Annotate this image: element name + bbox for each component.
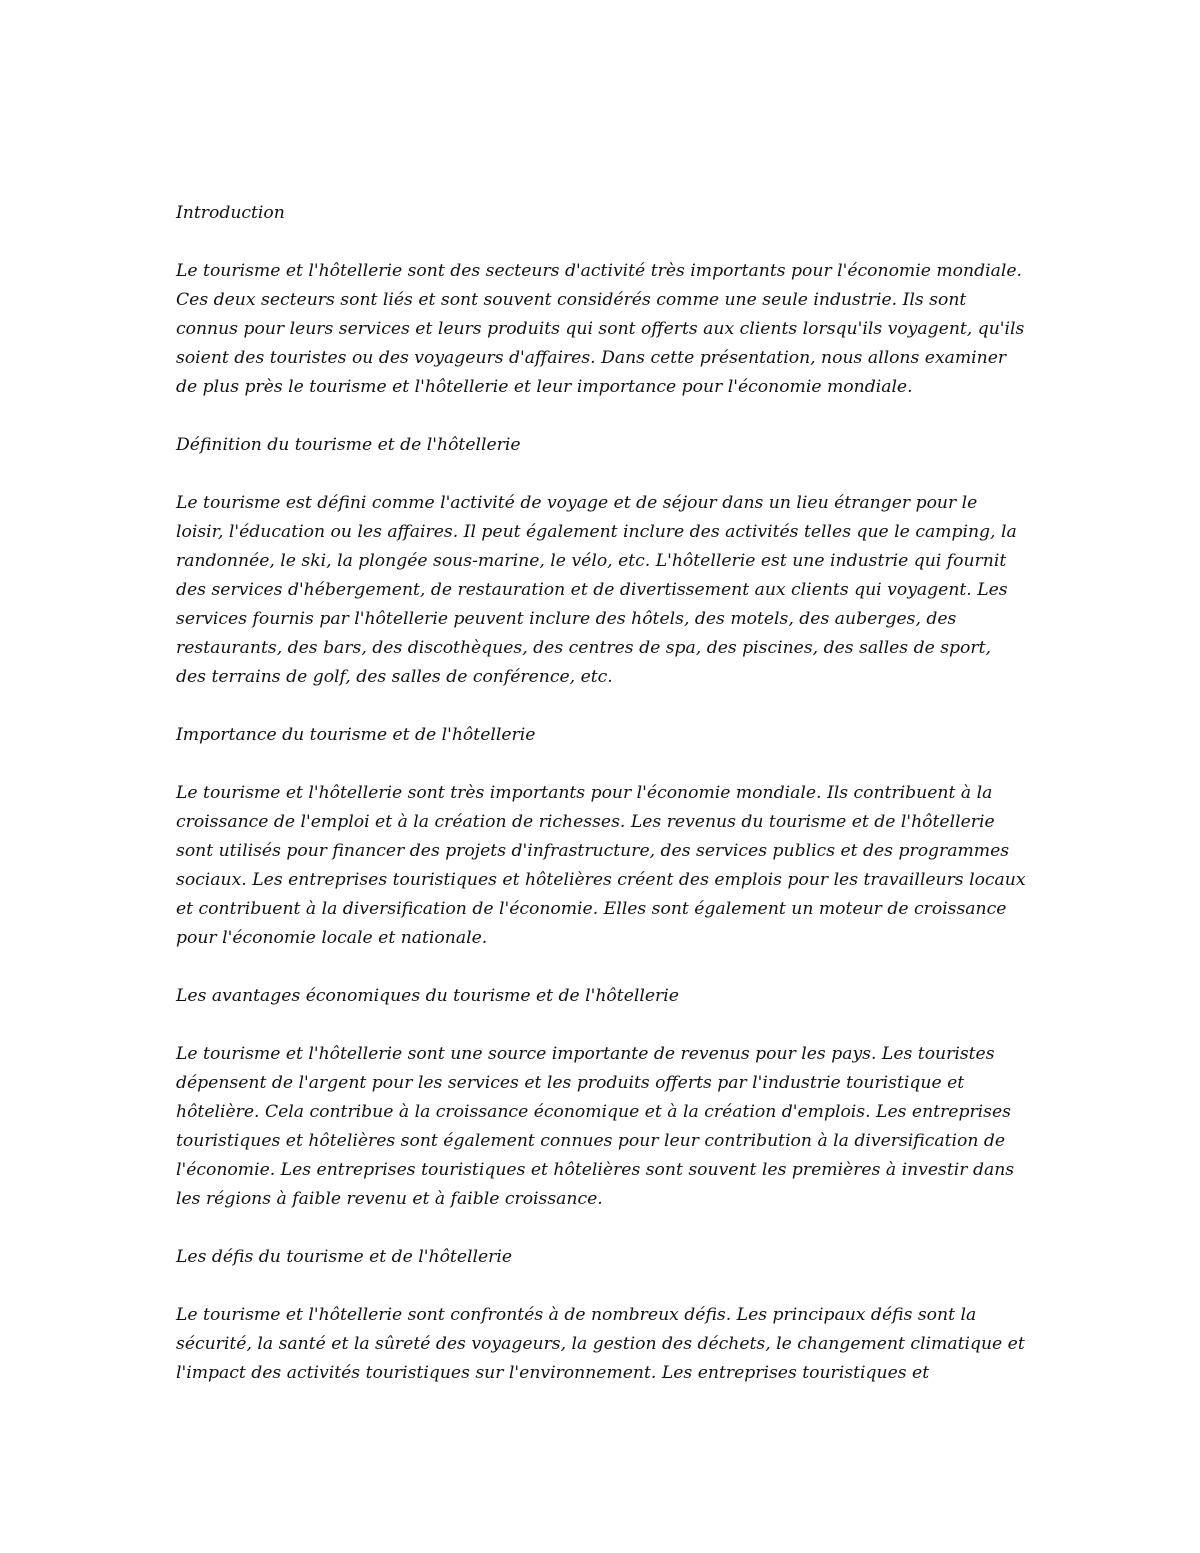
section-paragraph-avantages: Le tourisme et l'hôtellerie sont une source importante de revenus pour les pays. Les touristes dépensent de l'argent pour les services et les produits offerts par l'industrie touristique et hôtelière. Cela contribue à la croissance économique et à la création d'emplois. Les entreprises touristiques et hôtelières sont également connues pour leur contribution à la diversification de l'économie. Les entreprises touristiques et hôtelières sont souvent les premières à investir dans les régions à faible revenu et à faible croissance. [176,1044,1015,1209]
section-heading-defis: Les défis du tourisme et de l'hôtellerie [176,1247,513,1267]
section-heading-definition: Définition du tourisme et de l'hôtellerie [176,435,521,455]
section-paragraph-importance: Le tourisme et l'hôtellerie sont très importants pour l'économie mondiale. Ils contribuent à la croissance de l'emploi et à la création de richesses. Les revenus du tourisme et de l'hôtellerie sont utilisés pour financer des projets d'infrastructure, des services publics et des programmes sociaux. Les entreprises touristiques et hôtelières créent des emplois pour les travailleurs locaux et contribuent à la diversification de l'économie. Elles sont également un moteur de croissance pour l'économie locale et nationale. [176,783,1026,948]
document-body [176,199,1026,1417]
section-paragraph-definition: Le tourisme est défini comme l'activité de voyage et de séjour dans un lieu étranger pour le loisir, l'éducation ou les affaires. Il peut également inclure des activités telles que le camping, la randonnée, le ski, la plongée sous-marine, le vélo, etc. L'hôtellerie est une industrie qui fournit des services d'hébergement, de restauration et de divertissement aux clients qui voyagent. Les services fournis par l'hôtellerie peuvent inclure des hôtels, des motels, des auberges, des restaurants, des bars, des discothèques, des centres de spa, des piscines, des salles de sport, des terrains de golf, des salles de conférence, etc. [176,493,1017,687]
section-heading-avantages: Les avantages économiques du tourisme et de l'hôtellerie [176,986,679,1006]
section-heading-introduction: Introduction [176,203,285,223]
section-paragraph-defis: Le tourisme et l'hôtellerie sont confrontés à de nombreux défis. Les principaux défis sont la sécurité, la santé et la sûreté des voyageurs, la gestion des déchets, le changement climatique et l'impact des activités touristiques sur l'environnement. Les entreprises touristiques et [176,1305,1025,1383]
section-paragraph-introduction: Le tourisme et l'hôtellerie sont des secteurs d'activité très importants pour l'économie mondiale. Ces deux secteurs sont liés et sont souvent considérés comme une seule industrie. Ils sont connus pour leurs services et leurs produits qui sont offerts aux clients lorsqu'ils voyagent, qu'ils soient des touristes ou des voyageurs d'affaires. Dans cette présentation, nous allons examiner de plus près le tourisme et l'hôtellerie et leur importance pour l'économie mondiale. [176,261,1025,397]
section-heading-importance: Importance du tourisme et de l'hôtellerie [176,725,536,745]
